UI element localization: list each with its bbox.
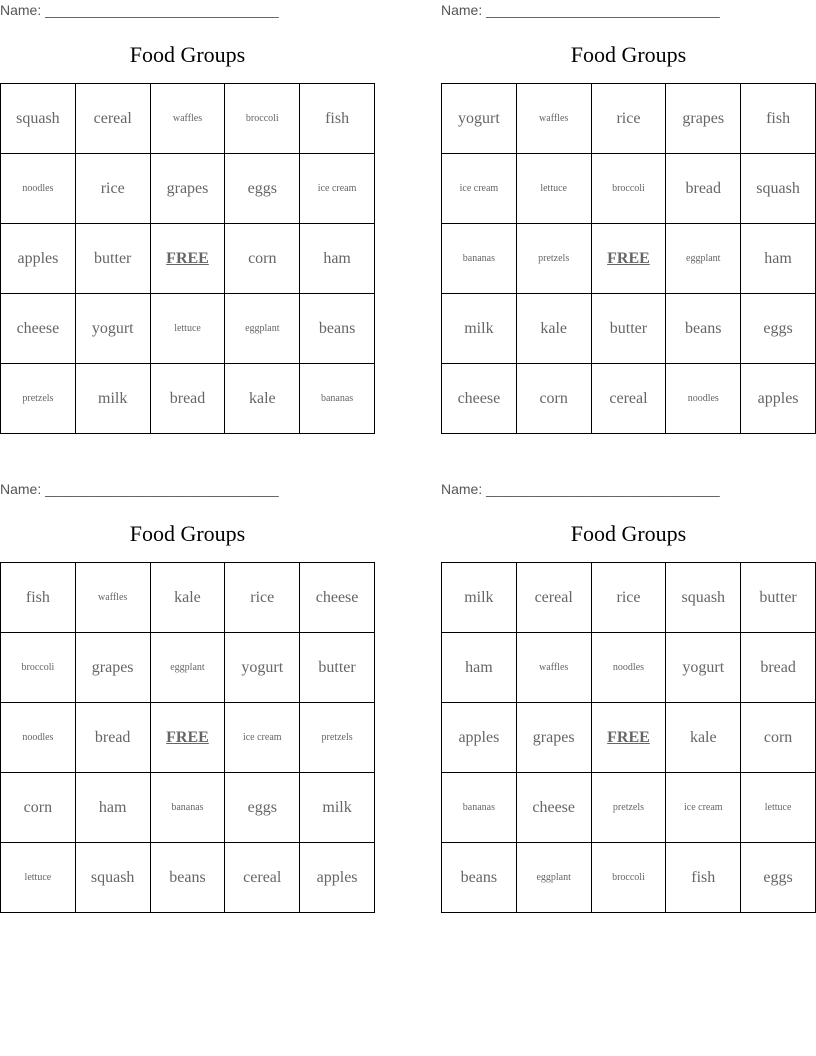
bingo-grid xyxy=(441,83,816,434)
bingo-cell: milk xyxy=(442,294,517,364)
bingo-cell: grapes xyxy=(666,84,741,154)
bingo-cell: ham xyxy=(442,633,517,703)
bingo-cell: eggplant xyxy=(150,633,225,703)
bingo-row xyxy=(442,703,816,773)
bingo-cell: apples xyxy=(741,364,816,434)
bingo-cell: fish xyxy=(300,84,375,154)
bingo-cell: butter xyxy=(741,563,816,633)
bingo-cell: bananas xyxy=(150,773,225,843)
bingo-cell: waffles xyxy=(75,563,150,633)
bingo-row xyxy=(1,224,375,294)
bingo-cell: waffles xyxy=(516,84,591,154)
bingo-row xyxy=(442,224,816,294)
bingo-cell: butter xyxy=(300,633,375,703)
bingo-row xyxy=(1,84,375,154)
bingo-cell: squash xyxy=(741,154,816,224)
bingo-cell: rice xyxy=(591,563,666,633)
bingo-cell: eggplant xyxy=(516,843,591,913)
bingo-cell: apples xyxy=(1,224,76,294)
bingo-cell: yogurt xyxy=(225,633,300,703)
bingo-cell: broccoli xyxy=(591,154,666,224)
bingo-cell: yogurt xyxy=(75,294,150,364)
bingo-cell: kale xyxy=(150,563,225,633)
bingo-row xyxy=(442,843,816,913)
bingo-cell: pretzels xyxy=(591,773,666,843)
bingo-row xyxy=(442,154,816,224)
bingo-grid xyxy=(441,562,816,913)
bingo-cell: ham xyxy=(300,224,375,294)
bingo-grid xyxy=(0,562,375,913)
bingo-cell: noodles xyxy=(1,154,76,224)
bingo-cell: ham xyxy=(741,224,816,294)
free-space: FREE xyxy=(150,703,225,773)
bingo-cell: beans xyxy=(150,843,225,913)
bingo-row xyxy=(1,633,375,703)
card-title: Food Groups xyxy=(570,521,687,546)
bingo-cell: squash xyxy=(1,84,76,154)
bingo-cell: grapes xyxy=(516,703,591,773)
bingo-cell: cheese xyxy=(300,563,375,633)
bingo-cell: lettuce xyxy=(741,773,816,843)
bingo-cell: squash xyxy=(75,843,150,913)
bingo-cell: bread xyxy=(666,154,741,224)
bingo-cell: noodles xyxy=(1,703,76,773)
bingo-cell: lettuce xyxy=(150,294,225,364)
bingo-cell: broccoli xyxy=(1,633,76,703)
bingo-cell: butter xyxy=(591,294,666,364)
bingo-cell: rice xyxy=(591,84,666,154)
bingo-cell: ice cream xyxy=(666,773,741,843)
bingo-cell: fish xyxy=(666,843,741,913)
bingo-cell: apples xyxy=(300,843,375,913)
bingo-cell: eggs xyxy=(225,154,300,224)
free-space: FREE xyxy=(591,224,666,294)
bingo-cell: cheese xyxy=(516,773,591,843)
bingo-cell: noodles xyxy=(666,364,741,434)
bingo-cell: cereal xyxy=(516,563,591,633)
bingo-cell: bread xyxy=(741,633,816,703)
bingo-cell: eggs xyxy=(741,843,816,913)
bingo-row xyxy=(1,364,375,434)
bingo-cell: ice cream xyxy=(225,703,300,773)
bingo-cell: waffles xyxy=(516,633,591,703)
card-title: Food Groups xyxy=(570,42,687,67)
bingo-cell: grapes xyxy=(75,633,150,703)
bingo-cell: rice xyxy=(225,563,300,633)
bingo-cell: cheese xyxy=(442,364,517,434)
bingo-cell: rice xyxy=(75,154,150,224)
bingo-cell: bananas xyxy=(300,364,375,434)
bingo-cell: corn xyxy=(1,773,76,843)
bingo-cell: yogurt xyxy=(442,84,517,154)
bingo-cell: waffles xyxy=(150,84,225,154)
card-title: Food Groups xyxy=(129,42,246,67)
bingo-cell: beans xyxy=(300,294,375,364)
name-field-label: Name: ______________________________ xyxy=(0,2,279,18)
bingo-cell: kale xyxy=(225,364,300,434)
bingo-cell: beans xyxy=(666,294,741,364)
bingo-row xyxy=(1,703,375,773)
bingo-cell: milk xyxy=(442,563,517,633)
bingo-cell: butter xyxy=(75,224,150,294)
bingo-cell: squash xyxy=(666,563,741,633)
bingo-cell: milk xyxy=(75,364,150,434)
bingo-cell: ham xyxy=(75,773,150,843)
bingo-cell: eggs xyxy=(225,773,300,843)
bingo-cell: eggs xyxy=(741,294,816,364)
bingo-cell: noodles xyxy=(591,633,666,703)
bingo-cell: pretzels xyxy=(1,364,76,434)
bingo-row xyxy=(1,294,375,364)
bingo-cell: pretzels xyxy=(516,224,591,294)
bingo-row xyxy=(1,773,375,843)
bingo-cell: cheese xyxy=(1,294,76,364)
bingo-row xyxy=(442,84,816,154)
free-space: FREE xyxy=(150,224,225,294)
bingo-cell: corn xyxy=(741,703,816,773)
bingo-cell: broccoli xyxy=(225,84,300,154)
bingo-cell: cereal xyxy=(75,84,150,154)
name-field-label: Name: ______________________________ xyxy=(441,2,720,18)
bingo-cell: bananas xyxy=(442,773,517,843)
bingo-cell: eggplant xyxy=(666,224,741,294)
bingo-cell: cereal xyxy=(225,843,300,913)
bingo-row xyxy=(1,843,375,913)
bingo-cell: lettuce xyxy=(516,154,591,224)
bingo-cell: beans xyxy=(442,843,517,913)
bingo-cell: bread xyxy=(150,364,225,434)
bingo-cell: corn xyxy=(225,224,300,294)
bingo-row xyxy=(442,773,816,843)
bingo-row xyxy=(442,633,816,703)
bingo-cell: bananas xyxy=(442,224,517,294)
bingo-cell: fish xyxy=(1,563,76,633)
name-field-label: Name: ______________________________ xyxy=(441,481,720,497)
bingo-row xyxy=(1,563,375,633)
bingo-grid xyxy=(0,83,375,434)
bingo-cell: eggplant xyxy=(225,294,300,364)
bingo-cell: broccoli xyxy=(591,843,666,913)
bingo-row xyxy=(442,364,816,434)
bingo-cell: kale xyxy=(516,294,591,364)
bingo-cell: kale xyxy=(666,703,741,773)
bingo-cell: cereal xyxy=(591,364,666,434)
bingo-row xyxy=(442,563,816,633)
card-title: Food Groups xyxy=(129,521,246,546)
bingo-cell: ice cream xyxy=(300,154,375,224)
bingo-cell: apples xyxy=(442,703,517,773)
bingo-cell: ice cream xyxy=(442,154,517,224)
bingo-cell: lettuce xyxy=(1,843,76,913)
bingo-row xyxy=(442,294,816,364)
bingo-cell: corn xyxy=(516,364,591,434)
name-field-label: Name: ______________________________ xyxy=(0,481,279,497)
bingo-cell: milk xyxy=(300,773,375,843)
bingo-cell: pretzels xyxy=(300,703,375,773)
free-space: FREE xyxy=(591,703,666,773)
bingo-cell: fish xyxy=(741,84,816,154)
bingo-cell: bread xyxy=(75,703,150,773)
bingo-cell: grapes xyxy=(150,154,225,224)
bingo-row xyxy=(1,154,375,224)
bingo-cell: yogurt xyxy=(666,633,741,703)
